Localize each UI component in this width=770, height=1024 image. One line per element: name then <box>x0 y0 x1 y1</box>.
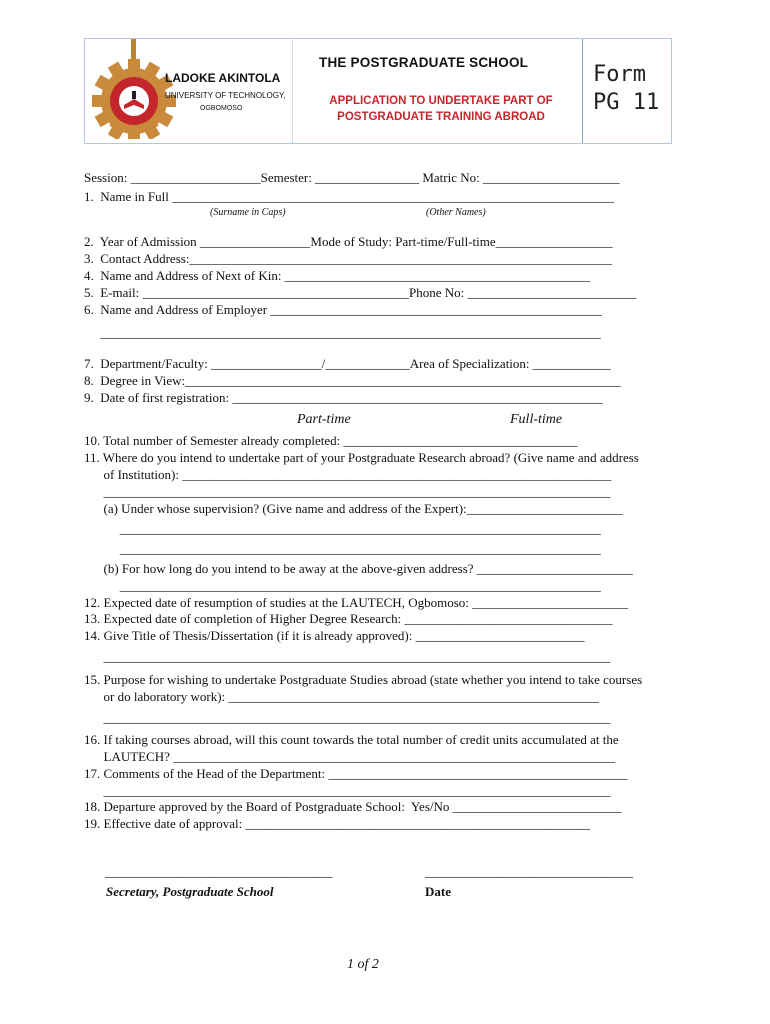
school-title: THE POSTGRADUATE SCHOOL <box>319 55 529 70</box>
university-subtitle: UNIVERSITY OF TECHNOLOGY, <box>165 91 286 100</box>
effective-date-line[interactable]: 19. Effective date of approval: _____________________________________________________ <box>84 816 590 831</box>
purpose-question: 15. Purpose for wishing to undertake Postgraduate Studies abroad (state whether you intend to take courses <box>84 672 643 687</box>
form-word: Form <box>593 62 646 87</box>
thesis-title-line[interactable]: 14. Give Title of Thesis/Dissertation (if it is already approved): __________________________ <box>84 628 585 643</box>
hod-comments-line[interactable]: 17. Comments of the Head of the Department: ______________________________________________ <box>84 766 628 781</box>
surname-hint: (Surname in Caps) <box>210 207 286 218</box>
hod-comments-line-2[interactable]: ______________________________________________________________________________ <box>84 783 611 798</box>
header-divider <box>582 39 583 143</box>
date-signature-line[interactable]: ________________________________ <box>425 864 633 879</box>
secretary-label: Secretary, Postgraduate School <box>106 884 274 899</box>
first-registration-line[interactable]: 9. Date of first registration: _________________________________________________________ <box>84 390 603 405</box>
resumption-date-line[interactable]: 12. Expected date of resumption of studies at the LAUTECH, Ogbomoso: ________________________ <box>84 595 629 610</box>
form-subtitle-line1: APPLICATION TO UNDERTAKE PART OF <box>329 95 553 107</box>
form-header <box>84 38 672 144</box>
research-abroad-question: 11. Where do you intend to undertake part of your Postgraduate Research abroad? (Give name and address <box>84 450 639 465</box>
name-in-full-line[interactable]: 1. Name in Full ____________________________________________________________________ <box>84 189 615 204</box>
thesis-title-line-2[interactable]: ______________________________________________________________________________ <box>84 649 611 664</box>
part-time-label: Part-time <box>297 412 351 427</box>
institution-line-2[interactable]: ______________________________________________________________________________ <box>84 484 611 499</box>
institution-line[interactable]: of Institution): __________________________________________________________________ <box>84 467 612 482</box>
university-name: LADOKE AKINTOLA <box>165 71 281 85</box>
form-number: PG 11 <box>593 90 660 115</box>
supervision-line-3[interactable]: __________________________________________________________________________ <box>84 541 601 556</box>
header-divider <box>292 39 293 143</box>
departure-approval-line[interactable]: 18. Departure approved by the Board of Postgraduate School: Yes/No __________________________ <box>84 799 622 814</box>
session-line[interactable]: Session: ____________________Semester: ________________ Matric No: _____________________ <box>84 170 620 185</box>
other-names-hint: (Other Names) <box>426 207 486 218</box>
form-code <box>593 61 659 117</box>
purpose-line[interactable]: or do laboratory work): _________________________________________________________ <box>84 689 599 704</box>
university-city: OGBOMOSO <box>200 105 243 112</box>
date-label: Date <box>425 884 451 899</box>
form-subtitle <box>305 93 577 125</box>
full-time-label: Full-time <box>510 412 563 427</box>
supervision-line[interactable]: (a) Under whose supervision? (Give name and address of the Expert):________________________ <box>84 501 623 516</box>
semesters-completed-line[interactable]: 10. Total number of Semester already completed: ____________________________________ <box>84 433 578 448</box>
page-number: 1 of 2 <box>347 957 379 972</box>
duration-line[interactable]: (b) For how long do you intend to be away at the above-given address? ________________________ <box>84 561 633 576</box>
form-subtitle-line2: POSTGRADUATE TRAINING ABROAD <box>337 111 545 123</box>
year-of-admission-line[interactable]: 2. Year of Admission _________________Mode of Study: Part-time/Full-time__________________ <box>84 234 613 249</box>
secretary-signature-line[interactable]: ___________________________________ <box>105 864 333 879</box>
employer-line-2[interactable]: _____________________________________________________________________________ <box>84 325 601 340</box>
completion-date-line[interactable]: 13. Expected date of completion of Higher Degree Research: ________________________________ <box>84 611 613 626</box>
duration-line-2[interactable]: __________________________________________________________________________ <box>84 578 601 593</box>
employer-line[interactable]: 6. Name and Address of Employer ___________________________________________________ <box>84 302 602 317</box>
degree-in-view-line[interactable]: 8. Degree in View:___________________________________________________________________ <box>84 373 621 388</box>
next-of-kin-line[interactable]: 4. Name and Address of Next of Kin: _______________________________________________ <box>84 268 591 283</box>
purpose-line-2[interactable]: ______________________________________________________________________________ <box>84 710 611 725</box>
credit-units-line[interactable]: LAUTECH? ____________________________________________________________________ <box>84 749 616 764</box>
department-line[interactable]: 7. Department/Faculty: _________________/_____________Area of Specialization: ____________ <box>84 356 611 371</box>
credit-units-question: 16. If taking courses abroad, will this count towards the total number of credit units accumulated at the <box>84 732 619 747</box>
contact-address-line[interactable]: 3. Contact Address:_________________________________________________________________ <box>84 251 612 266</box>
supervision-line-2[interactable]: __________________________________________________________________________ <box>84 521 601 536</box>
email-phone-line[interactable]: 5. E-mail: _________________________________________Phone No: __________________________ <box>84 285 637 300</box>
university-logo <box>91 39 177 139</box>
